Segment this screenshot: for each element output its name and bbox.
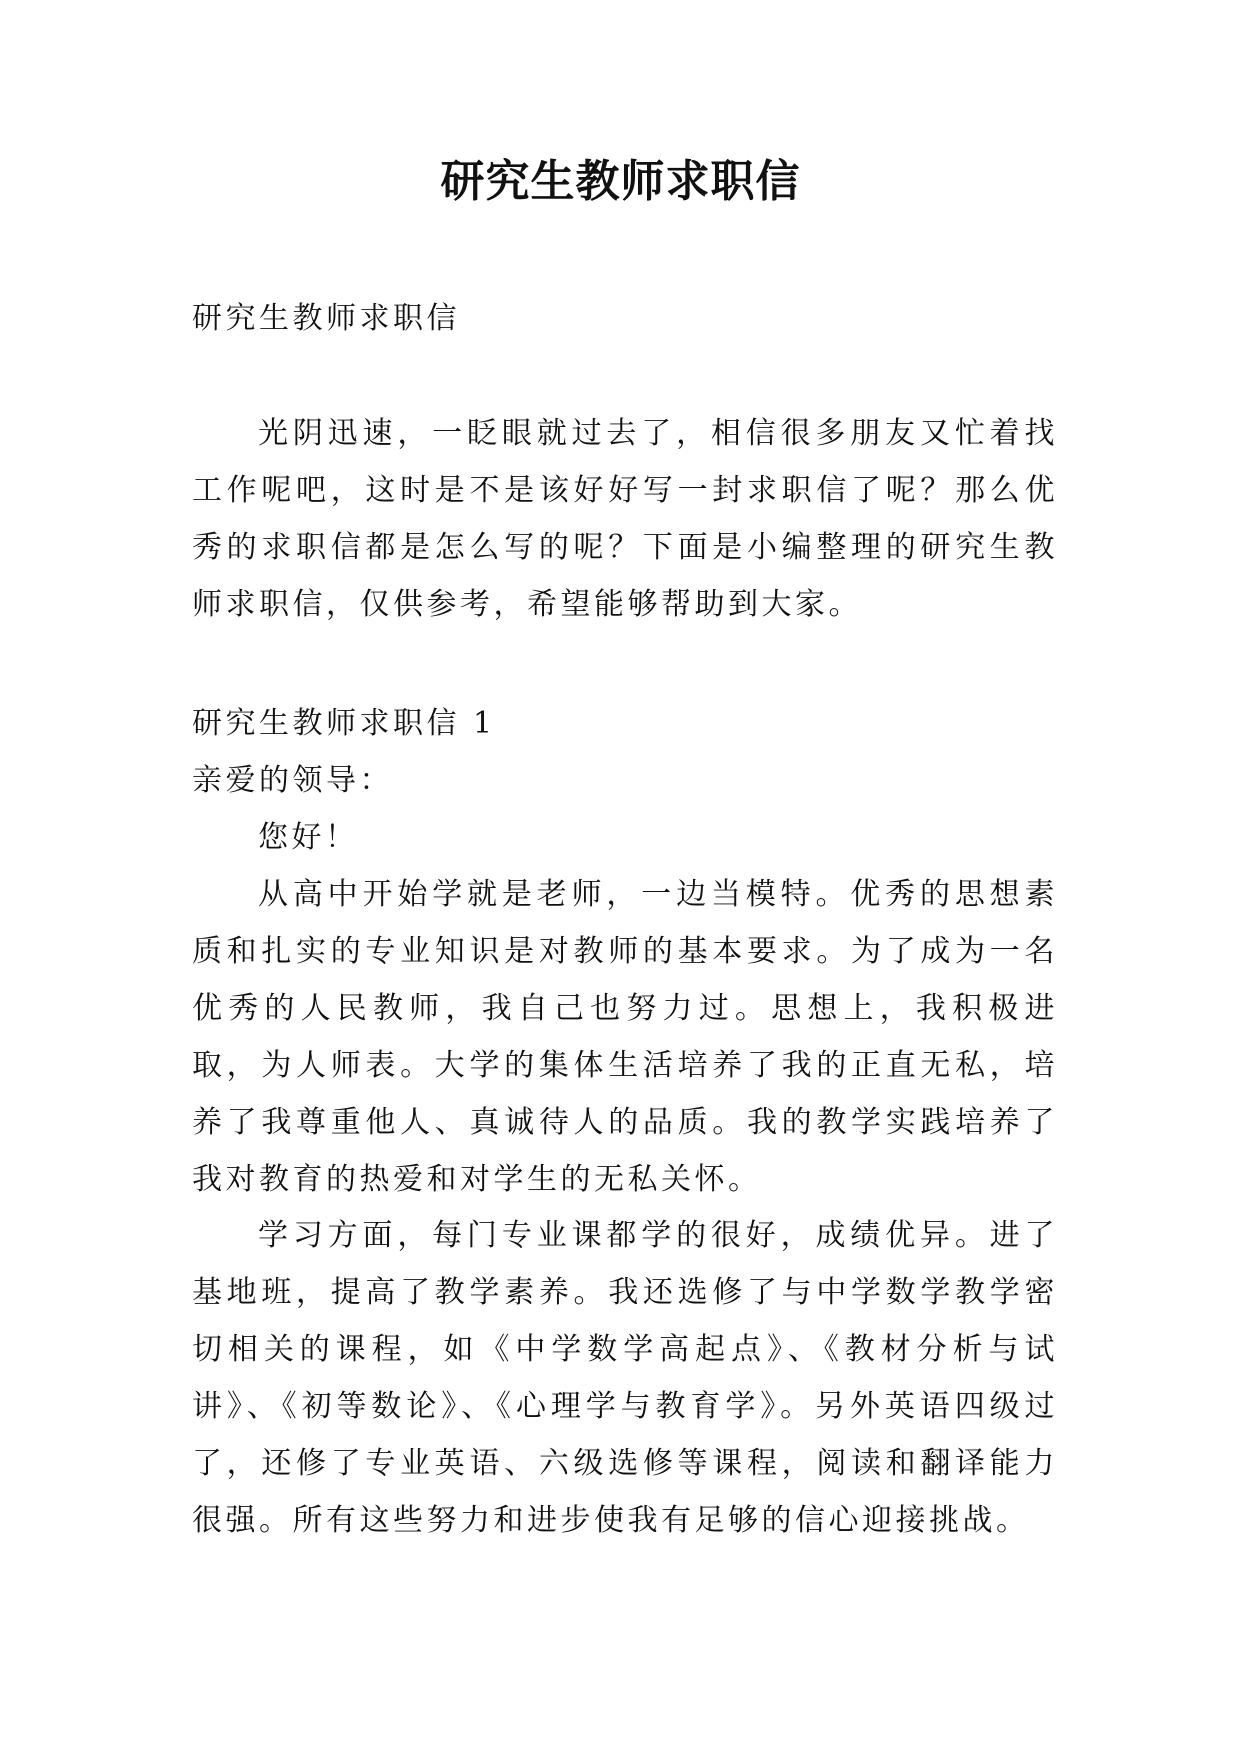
document-title: 研究生教师求职信 xyxy=(440,156,801,207)
document-subtitle: 研究生教师求职信 xyxy=(192,301,460,336)
intro-paragraph: 光阴迅速，一眨眼就过去了，相信很多朋友又忙着找工作呢吧，这时是不是该好好写一封求职信了呢？那么优秀的求职信都是怎么写的呢？下面是小编整理的研究生教师求职信，仅供参考，希望能够帮助到大家。 xyxy=(192,416,1058,622)
body-paragraph-2: 学习方面，每门专业课都学的很好，成绩优异。进了基地班，提高了教学素养。我还选修了与中学数学教学密切相关的课程，如《中学数学高起点》、《教材分析与试讲》、《初等数论》、《心理学与教育学》。另外英语四级过了，还修了专业英语、六级选修等课程，阅读和翻译能力很强。所有这些努力和进步使我有足够的信心迎接挑战。 xyxy=(192,1218,1058,1538)
greeting: 您好！ xyxy=(258,820,359,855)
body-paragraph-1: 从高中开始学就是老师，一边当模特。优秀的思想素质和扎实的专业知识是对教师的基本要求。为了成为一名优秀的人民教师，我自己也努力过。思想上，我积极进取，为人师表。大学的集体生活培养了我的正直无私，培养了我尊重他人、真诚待人的品质。我的教学实践培养了我对教育的热爱和对学生的无私关怀。 xyxy=(192,877,1058,1197)
letter-heading: 研究生教师求职信 1 xyxy=(192,706,496,741)
salutation: 亲爱的领导： xyxy=(192,763,393,798)
